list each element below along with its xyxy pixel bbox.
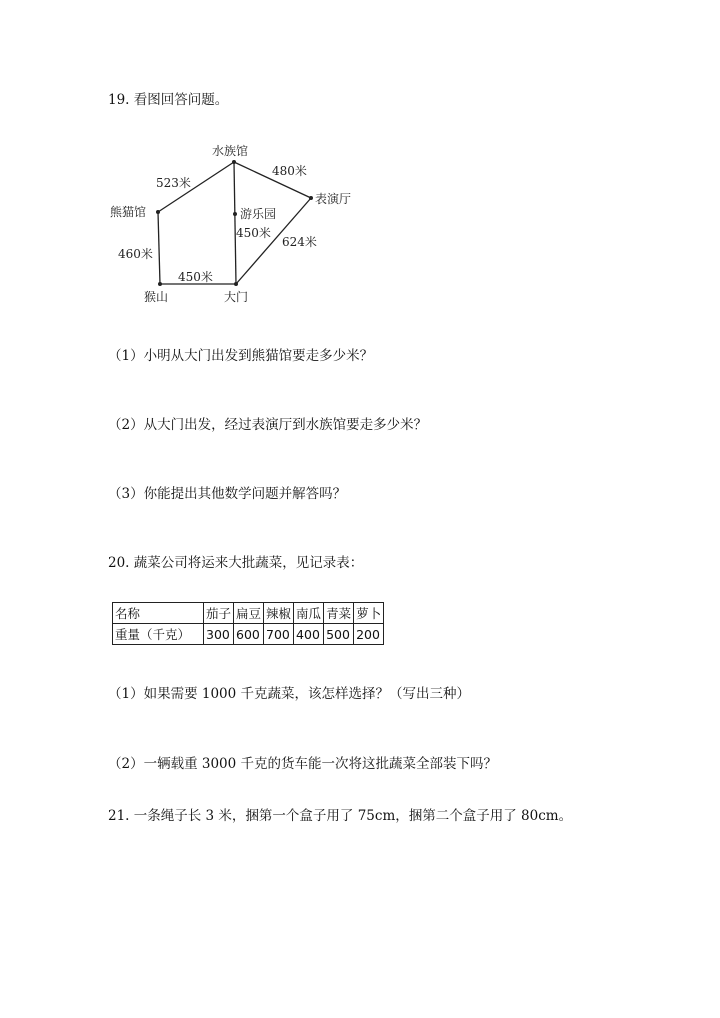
question-19-sub-2: （2）从大门出发，经过表演厅到水族馆要走多少米？ (108, 417, 428, 433)
monkey-point (158, 282, 162, 286)
table-cell: 青菜 (324, 603, 354, 624)
question-19-sub-3: （3）你能提出其他数学问题并解答吗？ (108, 486, 347, 502)
path-panda-monkey (158, 212, 160, 284)
show-point (309, 196, 313, 200)
aquarium-point (232, 160, 236, 164)
question-19-title: 19. 看图回答问题。 (108, 92, 229, 108)
table-row-names (113, 603, 384, 624)
panda-point (156, 210, 160, 214)
question-20-sub-2: （2）一辆载重 3000 千克的货车能一次将这批蔬菜全部装下吗？ (108, 756, 498, 772)
dist-aquarium-panda: 523米 (156, 176, 191, 190)
dist-aquarium-show: 480米 (272, 164, 307, 178)
table-cell: 600 (234, 624, 264, 645)
table-cell: 400 (294, 624, 324, 645)
table-cell: 辣椒 (264, 603, 294, 624)
path-aquarium-gate (234, 162, 236, 284)
table-cell: 重量（千克） (113, 624, 204, 645)
question-21-title: 21. 一条绳子长 3 米，捆第一个盒子用了 75cm，捆第二个盒子用了 80cm。 (108, 808, 573, 824)
table-cell: 200 (354, 624, 384, 645)
park-point (233, 212, 237, 216)
label-gate: 大门 (224, 290, 249, 304)
table-cell: 300 (204, 624, 234, 645)
table-cell: 茄子 (204, 603, 234, 624)
label-panda: 熊猫馆 (110, 205, 147, 219)
dist-show-gate: 624米 (282, 235, 317, 249)
table-cell: 扁豆 (234, 603, 264, 624)
gate-point (234, 282, 238, 286)
dist-panda-monkey: 460米 (118, 247, 153, 261)
label-park: 游乐园 (240, 207, 277, 221)
vegetable-table (112, 602, 384, 645)
label-show: 表演厅 (315, 192, 352, 206)
table-cell: 萝卜 (354, 603, 384, 624)
dist-gate-aquarium: 450米 (236, 226, 271, 240)
question-20-title: 20. 蔬菜公司将运来大批蔬菜，见记录表： (108, 555, 364, 571)
label-monkey: 猴山 (144, 290, 169, 304)
table-cell: 500 (324, 624, 354, 645)
question-20-sub-1: （1）如果需要 1000 千克蔬菜，该怎样选择？（写出三种） (108, 686, 471, 702)
table-cell: 700 (264, 624, 294, 645)
dist-monkey-gate: 450米 (178, 270, 213, 284)
table-cell: 南瓜 (294, 603, 324, 624)
table-cell: 名称 (113, 603, 204, 624)
question-19-sub-1: （1）小明从大门出发到熊猫馆要走多少米？ (108, 348, 374, 364)
table-row-weights (113, 624, 384, 645)
zoo-map (108, 138, 368, 308)
label-aquarium: 水族馆 (212, 144, 249, 158)
